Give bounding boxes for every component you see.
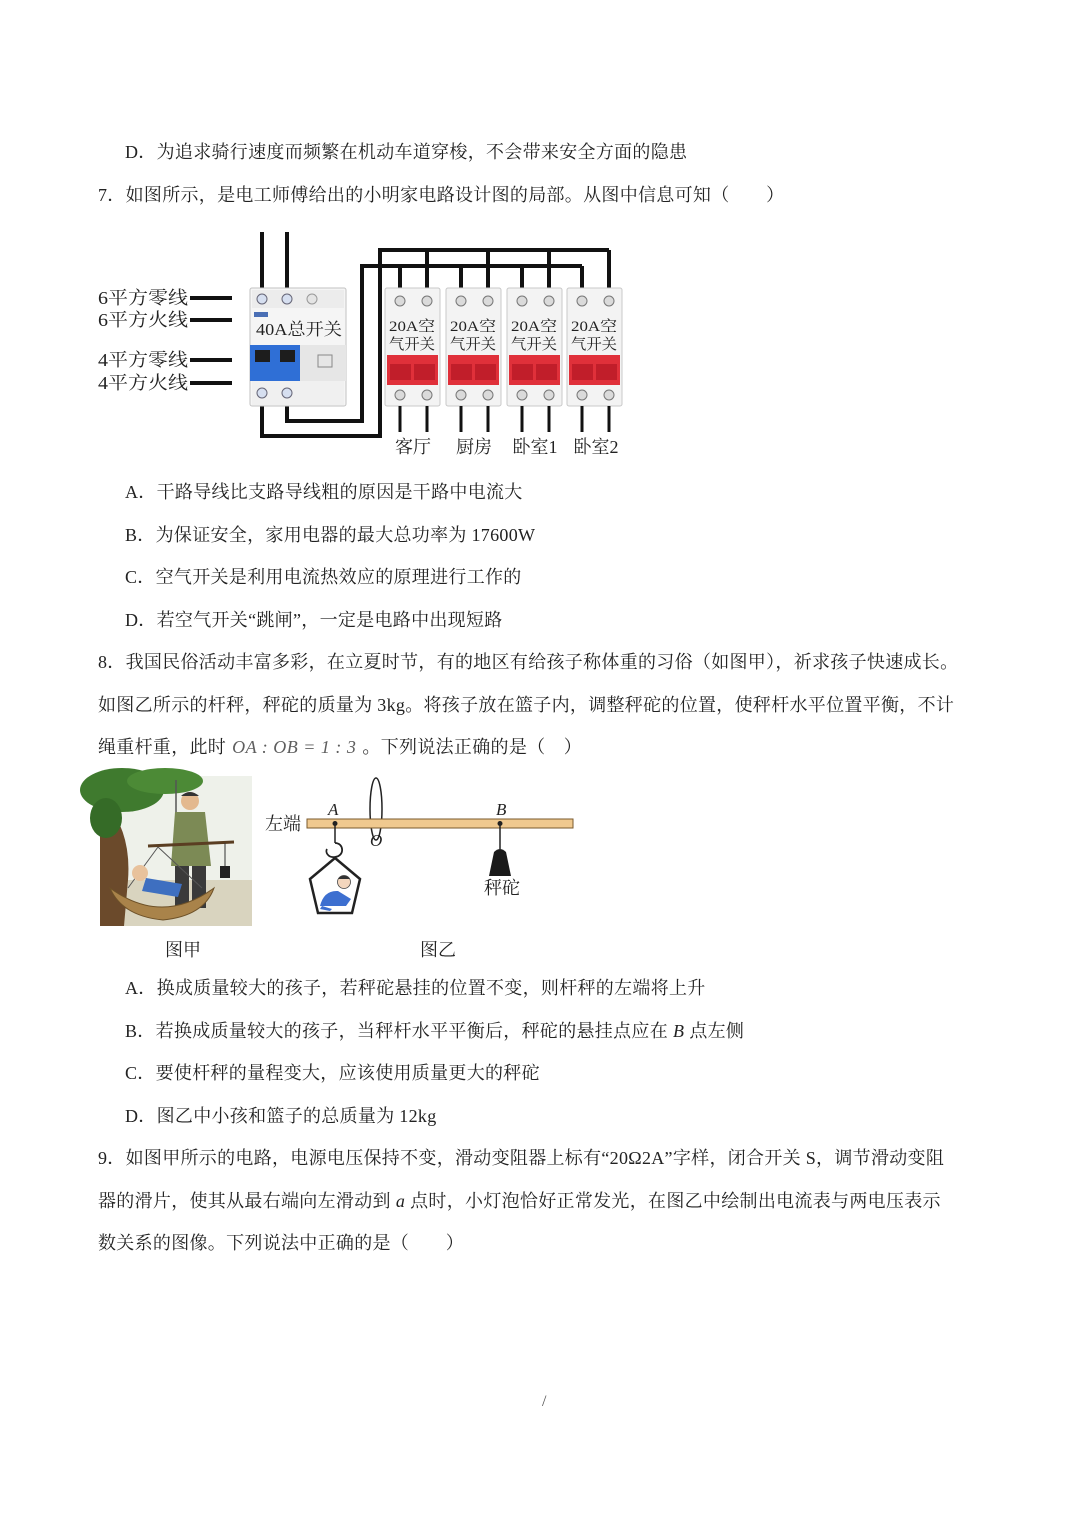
main-breaker bbox=[250, 288, 346, 406]
air-switch-bedroom-1 bbox=[507, 288, 562, 406]
ratio-formula: OA : OB = 1 : 3 bbox=[232, 737, 357, 757]
q7-stem: 7．如图所示，是电工师傅给出的小明家电路设计图的局部。从图中信息可知（ ） bbox=[98, 185, 785, 205]
tree-foliage bbox=[127, 768, 203, 794]
terminal-screw-icon bbox=[483, 390, 493, 400]
toggle-lever-icon bbox=[451, 364, 472, 380]
circuit-diagram bbox=[95, 226, 635, 466]
terminal-screw-icon bbox=[517, 390, 527, 400]
terminal-screw-icon bbox=[604, 296, 614, 306]
terminal-screw-icon bbox=[544, 390, 554, 400]
terminal-screw-icon bbox=[257, 388, 267, 398]
toggle-lever-icon bbox=[255, 350, 270, 362]
q9-point-a-var: a bbox=[395, 1191, 406, 1211]
air-switch-living-room bbox=[385, 288, 440, 406]
room-label-bedroom-1: 卧室1 bbox=[512, 437, 558, 457]
q8-stem-line-2: 如图乙所示的杆秤，秤砣的质量为 3kg。将孩子放在篮子内，调整秤砣的位置，使秤杆水平位置平衡，不计 bbox=[98, 695, 955, 715]
q9-stem-line-3: 数关系的图像。下列说法中正确的是（ ） bbox=[98, 1233, 464, 1253]
air-switch-label-line-2: 气开关 bbox=[450, 337, 496, 353]
steelyard-bar bbox=[307, 819, 573, 828]
terminal-screw-icon bbox=[395, 390, 405, 400]
toggle-lever-icon bbox=[390, 364, 411, 380]
q7-option-b: B．为保证安全，家用电器的最大总功率为 17600W bbox=[125, 525, 536, 545]
air-switch-label-line-2: 气开关 bbox=[511, 337, 557, 353]
left-end-label: 左端 bbox=[265, 814, 301, 834]
terminal-screw-icon bbox=[282, 388, 292, 398]
q8-option-d: D．图乙中小孩和篮子的总质量为 12kg bbox=[125, 1106, 437, 1126]
q8-option-b-text: B．若换成质量较大的孩子，当秤杆水平平衡后，秤砣的悬挂点应在 bbox=[125, 1021, 669, 1041]
air-switch-kitchen bbox=[446, 288, 501, 406]
air-switch-bedroom-2 bbox=[567, 288, 622, 406]
q8-stem-line-3 bbox=[98, 735, 582, 759]
q8-stem-text: 绳重杆重，此时 bbox=[98, 737, 227, 757]
weight-label: 秤砣 bbox=[484, 878, 520, 898]
room-label-living-room: 客厅 bbox=[395, 437, 431, 457]
wire-label-6-neutral: 6平方零线 bbox=[98, 288, 188, 308]
q9-stem-line-2-before: 器的滑片，使其从最右端向左滑动到 bbox=[98, 1191, 391, 1211]
wire-label-4-neutral: 4平方零线 bbox=[98, 350, 188, 370]
q6-option-d: D．为追求骑行速度而频繁在机动车道穿梭，不会带来安全方面的隐患 bbox=[125, 142, 688, 162]
toggle-lever-icon bbox=[414, 364, 435, 380]
q9-stem-line-2-after: 点时，小灯泡恰好正常发光，在图乙中绘制出电流表与两电压表示 bbox=[410, 1191, 941, 1211]
air-switch-label-line-2: 气开关 bbox=[389, 337, 435, 353]
toggle-lever-icon bbox=[572, 364, 593, 380]
wire-label-6-live: 6平方火线 bbox=[98, 310, 188, 330]
q8-option-c: C．要使杆秤的量程变大，应该使用质量更大的秤砣 bbox=[125, 1063, 540, 1083]
terminal-screw-icon bbox=[257, 294, 267, 304]
q8-option-b-var: B bbox=[673, 1021, 685, 1041]
air-switch-label-line-1: 20A空 bbox=[450, 319, 491, 335]
toggle-lever-icon bbox=[596, 364, 617, 380]
hook-icon bbox=[326, 843, 342, 857]
main-switch-label: 40A总开关 bbox=[256, 320, 342, 339]
toggle-lever-icon bbox=[475, 364, 496, 380]
terminal-screw-icon bbox=[422, 390, 432, 400]
q8-option-b-after: 点左侧 bbox=[689, 1021, 745, 1041]
air-switch-label-line-2: 气开关 bbox=[571, 337, 617, 353]
q8-stem-line-1: 8．我国民俗活动丰富多彩，在立夏时节，有的地区有给孩子称体重的习俗（如图甲），祈求孩子快速成长。 bbox=[98, 652, 959, 672]
man-coat bbox=[171, 812, 211, 866]
caption-figure-jia: 图甲 bbox=[165, 940, 201, 960]
wire-labels bbox=[98, 288, 188, 393]
air-switch-label-line-1: 20A空 bbox=[571, 319, 612, 335]
room-wires bbox=[400, 406, 609, 432]
terminal-screw-icon bbox=[577, 296, 587, 306]
q7-option-c: C．空气开关是利用电流热效应的原理进行工作的 bbox=[125, 567, 522, 587]
wire-label-4-live: 4平方火线 bbox=[98, 373, 188, 393]
q8-option-b bbox=[125, 1019, 744, 1043]
tree-foliage bbox=[90, 798, 122, 838]
terminal-screw-icon bbox=[517, 296, 527, 306]
room-label-bedroom-2: 卧室2 bbox=[573, 437, 619, 457]
q9-stem-line-1: 9．如图甲所示的电路，电源电压保持不变，滑动变阻器上标有“20Ω2A”字样，闭合开关 S，调节滑动变阻 bbox=[98, 1148, 945, 1168]
terminal-screw-icon bbox=[422, 296, 432, 306]
q8-stem-question: 。下列说法正确的是（ ） bbox=[362, 737, 583, 757]
terminal-screw-icon bbox=[282, 294, 292, 304]
air-switch-label-line-1: 20A空 bbox=[389, 319, 430, 335]
terminal-screw-icon bbox=[395, 296, 405, 306]
q9-stem-line-2 bbox=[98, 1189, 941, 1213]
terminal-screw-icon bbox=[456, 390, 466, 400]
terminal-screw-icon bbox=[307, 294, 317, 304]
terminal-screw-icon bbox=[456, 296, 466, 306]
caption-figure-yi: 图乙 bbox=[420, 940, 456, 960]
terminal-screw-icon bbox=[604, 390, 614, 400]
q8-option-a: A．换成质量较大的孩子，若秤砣悬挂的位置不变，则杆秤的左端将上升 bbox=[125, 978, 706, 998]
q7-option-d: D．若空气开关“跳闸”，一定是电路中出现短路 bbox=[125, 610, 503, 630]
toggle-lever-icon bbox=[536, 364, 557, 380]
weighing-child-photo bbox=[100, 776, 252, 926]
steelyard-weight bbox=[489, 849, 511, 876]
point-a-label: A bbox=[328, 800, 339, 819]
steelyard-diagram bbox=[262, 770, 577, 920]
q7-option-a: A．干路导线比支路导线粗的原因是干路中电流大 bbox=[125, 482, 523, 502]
child-head bbox=[132, 865, 148, 881]
terminal-screw-icon bbox=[483, 296, 493, 306]
point-b-label: B bbox=[496, 800, 507, 819]
room-labels bbox=[395, 436, 619, 457]
page-footer: / bbox=[542, 1393, 547, 1410]
main-breaker-side-panel bbox=[300, 345, 346, 381]
steelyard-weight bbox=[220, 866, 230, 878]
room-label-kitchen: 厨房 bbox=[456, 437, 492, 457]
toggle-lever-icon bbox=[512, 364, 533, 380]
air-switch-label-line-1: 20A空 bbox=[511, 319, 552, 335]
terminal-screw-icon bbox=[577, 390, 587, 400]
point-o-label: O bbox=[370, 831, 383, 850]
terminal-screw-icon bbox=[544, 296, 554, 306]
toggle-lever-icon bbox=[280, 350, 295, 362]
brand-mark-icon bbox=[254, 312, 268, 317]
